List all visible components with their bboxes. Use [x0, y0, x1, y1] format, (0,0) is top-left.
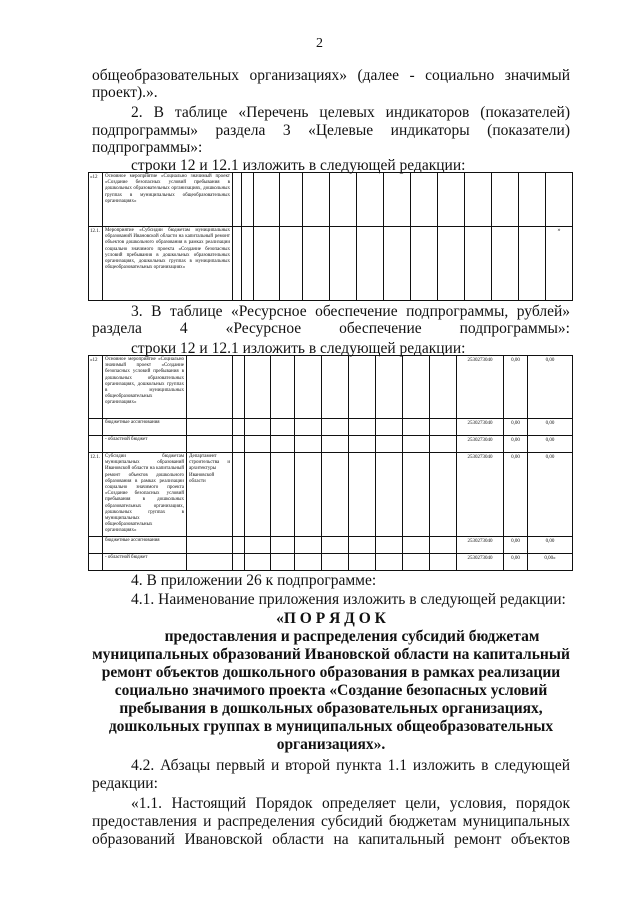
row-number — [89, 419, 103, 436]
value-cell: 0,00 — [504, 436, 528, 453]
row-number: 12.1. — [89, 227, 103, 301]
value-cell: 0,00 — [528, 436, 573, 453]
row-executor: Департамент строительства и архитектуры Ивановской области — [187, 453, 233, 537]
budget-code: 2530273040 — [457, 356, 504, 419]
row-title: - областной бюджет — [103, 553, 187, 570]
text-line: раздела 4 «Ресурсное обеспечение подпрограммы»: — [92, 320, 570, 337]
row-executor — [187, 419, 233, 436]
table-row — [89, 436, 573, 453]
row-number: 12.1. — [89, 453, 103, 537]
value-cell: 0,00 — [504, 453, 528, 537]
value-cell: 0,00 — [504, 419, 528, 436]
value-cell: 0,00 — [504, 536, 528, 553]
value-cell: 0,00» — [528, 553, 573, 570]
row-title: Субсидии бюджетам муниципальных образований Ивановской области на капитальный ремонт объектов дошкольного образования в рамках реализации социально значимого проекта «Создание безопасных условий пребывания в дошкольных образовательных организациях, дошкольных группах в муниципальных общеобразовательных организациях» — [103, 453, 187, 537]
text-line: подпрограммы»: — [92, 139, 203, 156]
row-title: Мероприятие «Субсидии бюджетам муниципальных образований Ивановской области на капитальный ремонт объектов дошкольного образования в рамках реализации социально значимого проекта «Создание безопасных условий пребывания в дошкольных образовательных организациях, дошкольных группах в муниципальных общеобразовательных организациях» — [103, 227, 233, 301]
text-line: образований Ивановской области на капитальный ремонт объектов — [92, 831, 570, 848]
text-line: строки 12 и 12.1 изложить в следующей редакции: — [131, 157, 466, 174]
row-title: - областной бюджет — [103, 436, 187, 453]
text-line: строки 12 и 12.1 изложить в следующей редакции: — [131, 340, 466, 357]
text-line: проект).». — [92, 84, 158, 101]
text-line: 4.1. Наименование приложения изложить в следующей редакции: — [131, 591, 566, 608]
table-row — [89, 419, 573, 436]
order-heading-line: предоставления и распределения субсидий бюджетам — [164, 628, 540, 645]
row-number: «12 — [89, 173, 103, 227]
table-row — [89, 536, 573, 553]
order-heading-line: социально значимого проекта «Создание безопасных условий — [114, 682, 548, 699]
table-row — [89, 356, 573, 419]
row-executor — [187, 536, 233, 553]
budget-code: 2530273040 — [457, 453, 504, 537]
value-cell: 0,00 — [528, 536, 573, 553]
indicators-table — [88, 172, 573, 301]
order-heading-line: ремонт объектов дошкольного образования в рамках реализации — [101, 664, 561, 681]
order-heading-line: муниципальных образований Ивановской области на капитальный — [92, 646, 570, 663]
value-cell: 0,00 — [528, 419, 573, 436]
row-title: бюджетные ассигнования — [103, 419, 187, 436]
value-cell: 0,00 — [504, 356, 528, 419]
value-cell: 0,00 — [504, 553, 528, 570]
table-row — [89, 227, 573, 301]
order-title: «П О Р Я Д О К — [276, 610, 386, 627]
row-executor — [187, 553, 233, 570]
text-line: подпрограммы» раздела 3 «Целевые индикаторы (показатели) — [92, 122, 570, 139]
text-line: 4.2. Абзацы первый и второй пункта 1.1 изложить в следующей — [131, 757, 570, 774]
order-heading-line: пребывания в дошкольных образовательных организациях, — [119, 700, 543, 717]
text-line: редакции: — [92, 775, 158, 792]
value-cell: 0,00 — [528, 356, 573, 419]
row-title: Основное мероприятие «Социально значимый проект «Создание безопасных условий пребывания в дошкольных образовательных организациях, дошкольных группах в муниципальных общеобразовательных организациях» — [103, 356, 187, 419]
row-number — [89, 436, 103, 453]
row-title: бюджетные ассигнования — [103, 536, 187, 553]
text-line: 2. В таблице «Перечень целевых индикаторов (показателей) — [131, 104, 570, 121]
text-line: 4. В приложении 26 к подпрограмме: — [131, 572, 377, 589]
page-number: 2 — [316, 36, 323, 51]
table-row — [89, 173, 573, 227]
resources-table — [88, 355, 573, 571]
budget-code: 2530273040 — [457, 436, 504, 453]
order-heading-line: организациях». — [276, 736, 386, 753]
text-line: 3. В таблице «Ресурсное обеспечение подпрограммы, рублей» — [131, 303, 570, 320]
text-line: «1.1. Настоящий Порядок определяет цели, условия, порядок — [131, 795, 570, 812]
budget-code: 2530273040 — [457, 553, 504, 570]
budget-code: 2530273040 — [457, 536, 504, 553]
text-line: предоставления и распределения субсидий бюджетам муниципальных — [92, 813, 570, 830]
table-row — [89, 553, 573, 570]
text-line: общеобразовательных организациях» (далее - социально значимый — [92, 67, 570, 84]
row-number — [89, 536, 103, 553]
row-number: «12 — [89, 356, 103, 419]
row-executor — [187, 356, 233, 419]
budget-code: 2530273040 — [457, 419, 504, 436]
row-number — [89, 553, 103, 570]
value-cell: 0,00 — [528, 453, 573, 537]
row-executor — [187, 436, 233, 453]
row-title: Основное мероприятие «Социально значимый проект «Создание безопасных условий пребывания в дошкольных образовательных организациях, дошкольных группах в муниципальных общеобразовательных организациях» — [103, 173, 233, 227]
closing-quote: » — [546, 227, 573, 301]
table-row — [89, 453, 573, 537]
order-heading-line: дошкольных группах в муниципальных общеобразовательных — [108, 718, 554, 735]
